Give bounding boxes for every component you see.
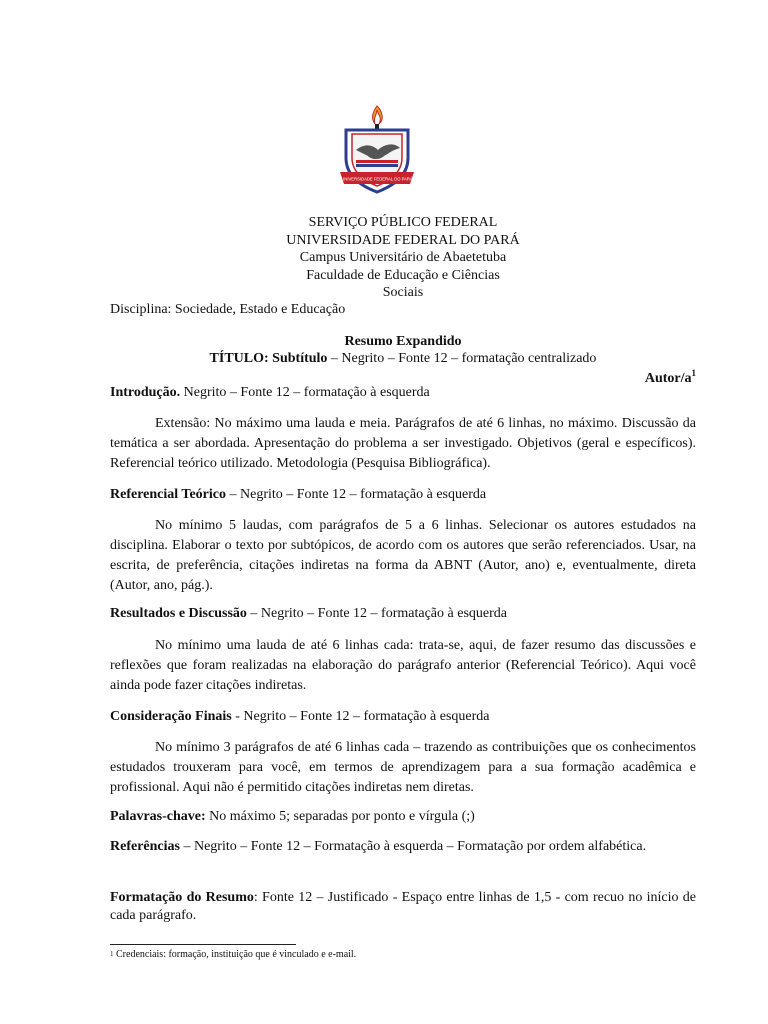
heading-rest: Negrito – Fonte 12 – formatação à esquerda <box>180 385 430 400</box>
header-line-3: Campus Universitário de Abaetetuba <box>299 250 507 266</box>
header-line-2: UNIVERSIDADE FEDERAL DO PARÁ <box>286 232 520 248</box>
heading-bold: Introdução. <box>110 385 181 400</box>
paragraph-introducao: Extensão: No máximo uma lauda e meia. Parágrafos de até 6 linhas, no máximo. Discussão da temática a ser abordada. Apresentação do problema a ser investigado. Objetivos (geral e específicos). Referencial teórico utilizado. Metodologia (Pesquisa Bibliográfica). <box>110 416 696 471</box>
author-footnote-ref: 1 <box>691 368 696 378</box>
header-line-1: SERVIÇO PÚBLICO FEDERAL <box>308 215 498 230</box>
paragraph-resultados: No mínimo uma lauda de até 6 linhas cada: trata-se, aqui, de fazer resumo das discussões e reflexões que foram realizadas na elaboração do parágrafo anterior (Referencial Teórico). Aqui você ainda pode fazer citações indiretas. <box>110 638 696 693</box>
heading-rest: – Negrito – Fonte 12 – formatação à esquerda <box>226 487 487 502</box>
heading-bold: Resultados e Discussão <box>110 606 247 621</box>
formatacao-line <box>110 889 696 925</box>
institution-header <box>110 214 696 302</box>
palavras-chave-line <box>110 808 696 826</box>
torch-flame <box>373 106 383 124</box>
titulo-line <box>110 350 696 368</box>
paragraph-consideracoes: No mínimo 3 parágrafos de até 6 linhas cada – trazendo as contribuições que os conhecimentos estudados trouxeram para você, em termos de aprendizagem para a sua formação acadêmica e profissional. Aqui não é permitido citações indiretas nem diretas. <box>110 740 696 795</box>
palavras-bold: Palavras-chave: <box>110 809 206 824</box>
footnote-separator <box>110 944 296 945</box>
heading-rest: – Negrito – Fonte 12 – formatação à esquerda <box>246 606 507 621</box>
titulo-bold: TÍTULO: Subtítulo <box>209 351 328 366</box>
section-heading-introducao <box>110 384 696 402</box>
titulo-rest: – Negrito – Fonte 12 – formatação centralizado <box>327 351 597 366</box>
paragraph-referencial: No mínimo 5 laudas, com parágrafos de 5 a 6 linhas. Selecionar os autores estudados na disciplina. Elaborar o texto por subtópicos, de acordo com os autores que serão referenciados. Usar, na escrita, de preferência, citações indiretas na forma da ABNT (Autor, ano) e, eventualmente, direta (Autor, ano, pág.). <box>110 518 696 593</box>
section-heading-resultados <box>110 605 696 623</box>
heading-bold: Consideração Finais <box>110 709 232 724</box>
referencias-line <box>110 838 696 856</box>
university-seal-logo <box>338 104 416 198</box>
formatacao-bold: Formatação do Resumo <box>110 890 254 905</box>
palavras-rest: No máximo 5; separadas por ponto e vírgula (;) <box>205 809 475 824</box>
section-heading-referencial <box>110 486 696 504</box>
author-text: Autor/a <box>644 371 692 386</box>
header-line-5: Sociais <box>382 285 424 301</box>
resumo-title: Resumo Expandido <box>344 334 462 349</box>
footnote-text: Credenciais: formação, instituição que é vinculado e e-mail. <box>113 949 357 960</box>
seal-banner-text: UNIVERSIDADE FEDERAL DO PARÁ <box>341 176 413 182</box>
section-heading-consideracoes <box>110 708 696 726</box>
disciplina-line: Disciplina: Sociedade, Estado e Educação <box>110 302 346 317</box>
heading-bold: Referencial Teórico <box>110 487 226 502</box>
header-line-4: Faculdade de Educação e Ciências <box>306 267 500 283</box>
footnote <box>110 948 356 961</box>
referencias-rest: – Negrito – Fonte 12 – Formatação à esquerda – Formatação por ordem alfabética. <box>179 839 647 854</box>
footnote-number: 1 <box>110 950 114 958</box>
formatacao-rest: : Fonte 12 – Justificado - Espaço entre linhas de 1,5 - com recuo no início de cada parágrafo. <box>110 890 696 923</box>
referencias-bold: Referências <box>110 839 180 854</box>
heading-rest: - Negrito – Fonte 12 – formatação à esquerda <box>231 709 490 724</box>
